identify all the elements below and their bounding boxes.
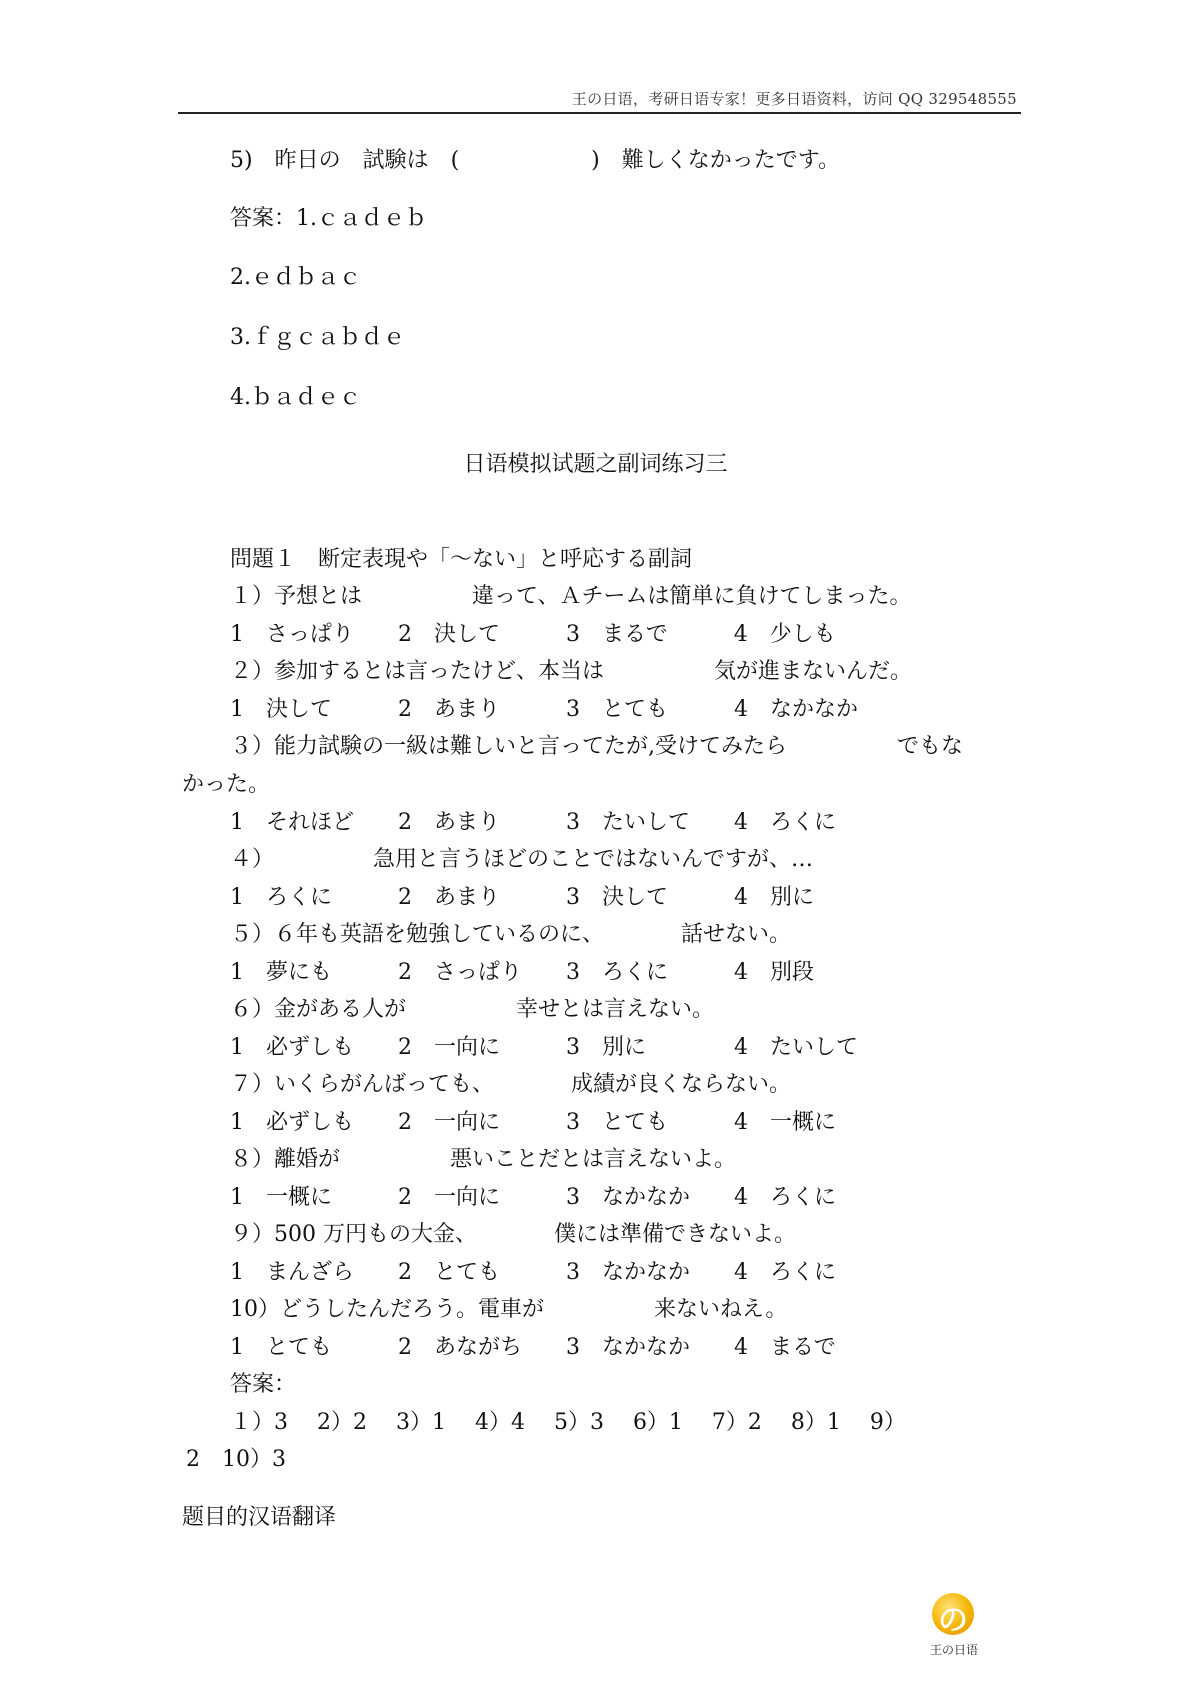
logo (926, 1593, 982, 1663)
choices-line: 1 さっぱり 2 決して 3 まるで 4 少しも (230, 622, 836, 647)
choices-line: 1 とても 2 あながち 3 なかなか 4 まるで (230, 1335, 836, 1360)
question-line: １）予想とは 違って、Ａチームは簡単に負けてしまった。 (230, 584, 912, 609)
choices-line: 1 それほど 2 あまり 3 たいして 4 ろくに (230, 810, 836, 835)
question-line: ７）いくらがんばっても、 成績が良くならない。 (230, 1072, 792, 1097)
question-line: 10）どうしたんだろう。電車が 来ないねえ。 (230, 1297, 788, 1322)
choices-line: 1 一概に 2 一向に 3 なかなか 4 ろくに (230, 1185, 836, 1210)
question-line: ９）500 万円もの大金、 僕には準備できないよ。 (230, 1222, 796, 1247)
choices-line: 1 必ずしも 2 一向に 3 別に 4 たいして (230, 1035, 858, 1060)
question-5-line: 5) 昨日の 試験は ( ) 難しくなかったです。 (230, 148, 840, 173)
choices-line: 1 決して 2 あまり 3 とても 4 なかなか (230, 697, 858, 722)
answer-line-1: 答案：1.ｃａｄｅｂ (230, 206, 427, 231)
question-line: ６）金がある人が 幸せとは言えない。 (230, 997, 715, 1022)
question-line: ２）参加するとは言ったけど、本当は 気が進まないんだ。 (230, 659, 913, 684)
question-line-continued: かった。 (182, 772, 271, 797)
answer-key-line: １）3 2）2 3）1 4）4 5）3 6）1 7）2 8）1 9） (230, 1410, 906, 1435)
choices-line: 1 まんざら 2 とても 3 なかなか 4 ろくに (230, 1260, 836, 1285)
choices-line: 1 ろくに 2 あまり 3 決して 4 別に (230, 885, 814, 910)
question-line: ８）離婚が 悪いことだとは言えないよ。 (230, 1147, 737, 1172)
translation-heading: 题目的汉语翻译 (182, 1505, 337, 1530)
question-line: ５）６年も英語を勉強しているのに、 話せない。 (230, 922, 792, 947)
answer-line-2: 2.ｅｄｂａｃ (230, 265, 361, 290)
answer-line-3: 3.ｆｇｃａｂｄｅ (230, 325, 405, 350)
answer-line-4: 4.ｂａｄｅｃ (230, 385, 361, 410)
logo-glyph: の (938, 1603, 968, 1638)
question-line: ４） 急用と言うほどのことではないんですが、… (230, 847, 814, 872)
page-header (178, 88, 1021, 114)
problem-heading: 問題１ 断定表現や「～ない」と呼応する副詞 (230, 547, 693, 572)
answer-key-line-continued: 2 10）3 (186, 1447, 286, 1472)
answer-label: 答案： (230, 1372, 297, 1397)
section-title: 日语模拟试题之副词练习三 (463, 452, 728, 477)
logo-badge-icon (932, 1593, 974, 1638)
choices-line: 1 夢にも 2 さっぱり 3 ろくに 4 別段 (230, 960, 814, 985)
question-line: ３）能力試験の一級は難しいと言ってたが,受けてみたら でもな (230, 734, 963, 759)
choices-line: 1 必ずしも 2 一向に 3 とても 4 一概に (230, 1110, 836, 1135)
logo-text: 王の日语 (929, 1643, 978, 1657)
header-text: 王の日语，考研日语专家！更多日语资料，访问 QQ 329548555 (571, 90, 1017, 108)
